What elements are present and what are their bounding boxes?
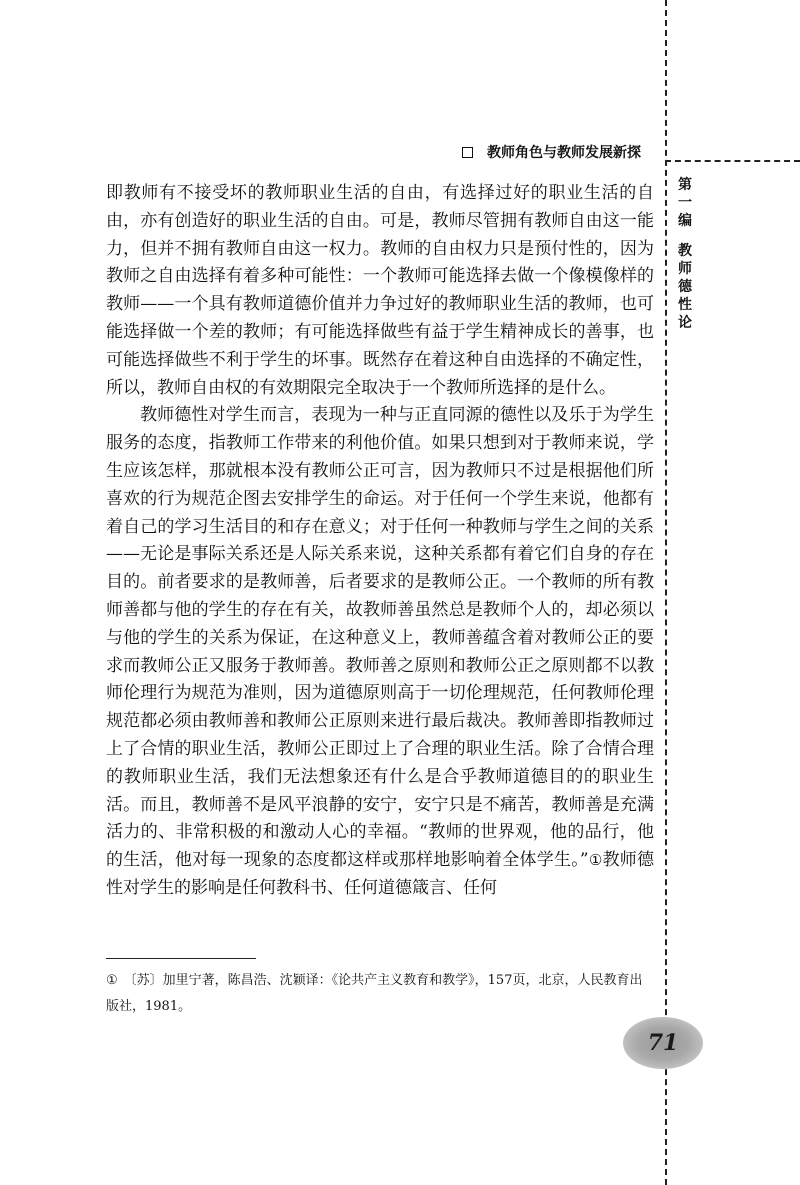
side-tab bbox=[676, 176, 694, 332]
cut-line-horizontal bbox=[665, 160, 800, 162]
cut-line-vertical bbox=[665, 0, 667, 1185]
paragraph bbox=[106, 402, 654, 902]
side-tab-char: 第 bbox=[678, 177, 692, 193]
side-tab-title bbox=[676, 242, 694, 332]
footnote-mark: ① bbox=[106, 973, 118, 988]
side-tab-char: 教 bbox=[678, 243, 692, 259]
side-tab-part bbox=[676, 176, 694, 230]
footnote-ref: ① bbox=[588, 851, 603, 870]
side-tab-char: 论 bbox=[678, 315, 692, 331]
side-tab-char: 编 bbox=[678, 213, 692, 229]
paragraph-text: 教师德性对学生而言，表现为一种与正直同源的德性以及乐于为学生服务的态度，指教师工作带来的利他价值。如果只想到对于教师来说，学生应该怎样，那就根本没有教师公正可言，因为教师只不过是根据他们所喜欢的行为规范企图去安排学生的命运。对于任何一个学生来说，他都有着自己的学习生活目的和存在意义；对于任何一种教师与学生之间的关系——无论是事际关系还是人际关系来说，这种关系都有着它们自身的存在目的。前者要求的是教师善，后者要求的是教师公正。一个教师的所有教师善都与他的学生的存在有关，故教师善虽然总是教师个人的，却必须以与他的学生的关系为保证，在这种意义上，教师善蕴含着对教师公正的要求而教师公正又服务于教师善。教师善之原则和教师公正之原则都不以教师伦理行为规范为准则，因为道德原则高于一切伦理规范，任何教师伦理规范都必须由教师善和教师公正原则来进行最后裁决。教师善即指教师过上了合情的职业生活，教师公正即过上了合理的职业生活。除了合情合理的教师职业生活，我们无法想象还有什么是合乎教师道德目的的职业生活。而且，教师善不是风平浪静的安宁，安宁只是不痛苦，教师善是充满活力的、非常积极的和激动人心的幸福。“教师的世界观，他的品行，他的生活，他对每一现象的态度都这样或那样地影响着全体学生。” bbox=[106, 405, 654, 871]
footnote bbox=[106, 968, 654, 1020]
paragraph-tail: 教师德性对学生的影响是任何教科书、任何道德箴言、任何 bbox=[106, 850, 654, 898]
running-header-title: 教师角色与教师发展新探 bbox=[487, 145, 641, 161]
footnote-rule bbox=[106, 958, 256, 959]
footnote-text: 〔苏〕加里宁著，陈昌浩、沈颖译：《论共产主义教育和教学》，157页，北京，人民教育出版社，1981。 bbox=[106, 973, 643, 1014]
paragraph: 即教师有不接受坏的教师职业生活的自由，有选择过好的职业生活的自由，亦有创造好的职业生活的自由。可是，教师尽管拥有教师自由这一能力，但并不拥有教师自由这一权力。教师的自由权力只是预付性的，因为教师之自由选择有着多种可能性：一个教师可能选择去做一个像模像样的教师——一个具有教师道德价值并力争过好的教师职业生活的教师，也可能选择做一个差的教师；有可能选择做些有益于学生精神成长的善事，也可能选择做些不利于学生的坏事。既然存在着这种自由选择的不确定性，所以，教师自由权的有效期限完全取决于一个教师所选择的是什么。 bbox=[106, 183, 654, 398]
square-icon bbox=[462, 147, 473, 158]
side-tab-char: 性 bbox=[678, 297, 692, 313]
running-header bbox=[462, 141, 641, 163]
side-tab-char: 师 bbox=[678, 261, 692, 277]
page-number: 71 bbox=[623, 1017, 703, 1069]
side-tab-char: 一 bbox=[678, 195, 692, 211]
body-text bbox=[106, 180, 654, 903]
side-tab-char: 德 bbox=[678, 279, 692, 295]
